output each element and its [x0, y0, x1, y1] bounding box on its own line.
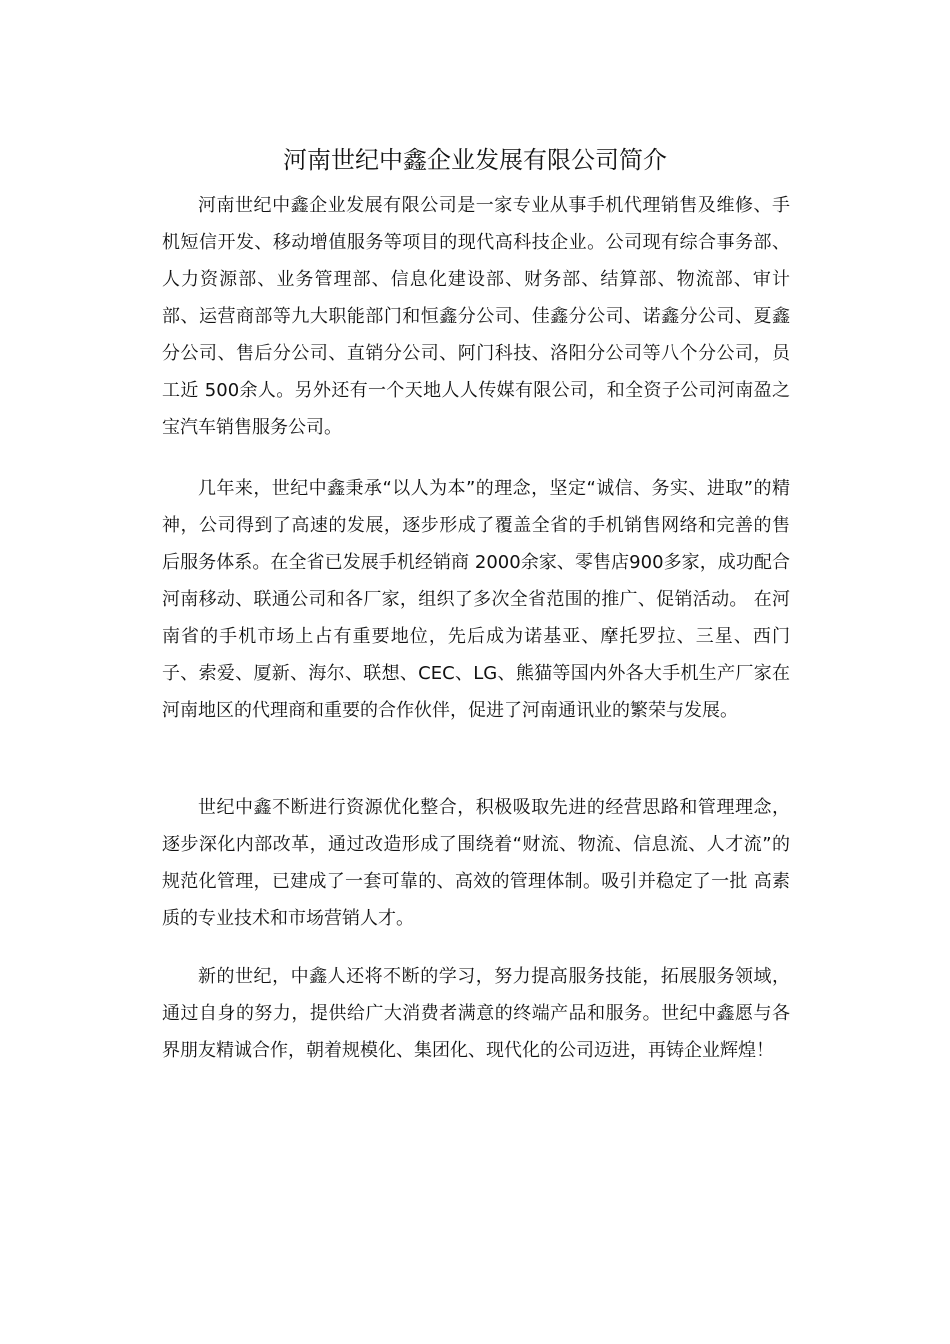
paragraph-management: 世纪中鑫不断进行资源优化整合，积极吸取先进的经营思路和管理理念，逐步深化内部改革，通过改造形成了围绕着“财流、物流、信息流、人才流”的规范化管理，已建成了一套可靠的、高效的管理体制。吸引并稳定了一批 高素质的专业技术和市场营销人才。: [162, 797, 790, 929]
paragraph-development: 几年来，世纪中鑫秉承“以人为本”的理念，坚定“诚信、务实、进取”的精神，公司得到了高速的发展，逐步形成了覆盖全省的手机销售网络和完善的售后服务体系。在全省已发展手机经销商 2000余家、零售店900多家，成功配合河南移动、联通公司和各厂家，组织了多次全省范围的推广、促销活动。 在河南省的手机市场上占有重要地位，先后成为诺基亚、摩托罗拉、三星、西门子、索爱、厦新、海尔、联想、CEC、LG、熊猫等国内外各大手机生产厂家在河南地区的代理商和重要的合作伙伴，促进了河南通讯业的繁荣与发展。: [162, 478, 790, 721]
paragraph-outlook: 新的世纪，中鑫人还将不断的学习，努力提高服务技能，拓展服务领域，通过自身的努力，提供给广大消费者满意的终端产品和服务。世纪中鑫愿与各界朋友精诚合作，朝着规模化、集团化、现代化的公司迈进，再铸企业辉煌！: [162, 966, 790, 1061]
document-title: 河南世纪中鑫企业发展有限公司简介: [283, 146, 667, 174]
paragraph-company-overview: 河南世纪中鑫企业发展有限公司是一家专业从事手机代理销售及维修、手机短信开发、移动增值服务等项目的现代高科技企业。公司现有综合事务部、人力资源部、业务管理部、信息化建设部、财务部、结算部、物流部、审计部、运营商部等九大职能部门和恒鑫分公司、佳鑫分公司、诺鑫分公司、夏鑫分公司、售后分公司、直销分公司、阿门科技、洛阳分公司等八个分公司，员工近 500余人。另外还有一个天地人人传媒有限公司，和全资子公司河南盈之宝汽车销售服务公司。: [162, 195, 790, 438]
